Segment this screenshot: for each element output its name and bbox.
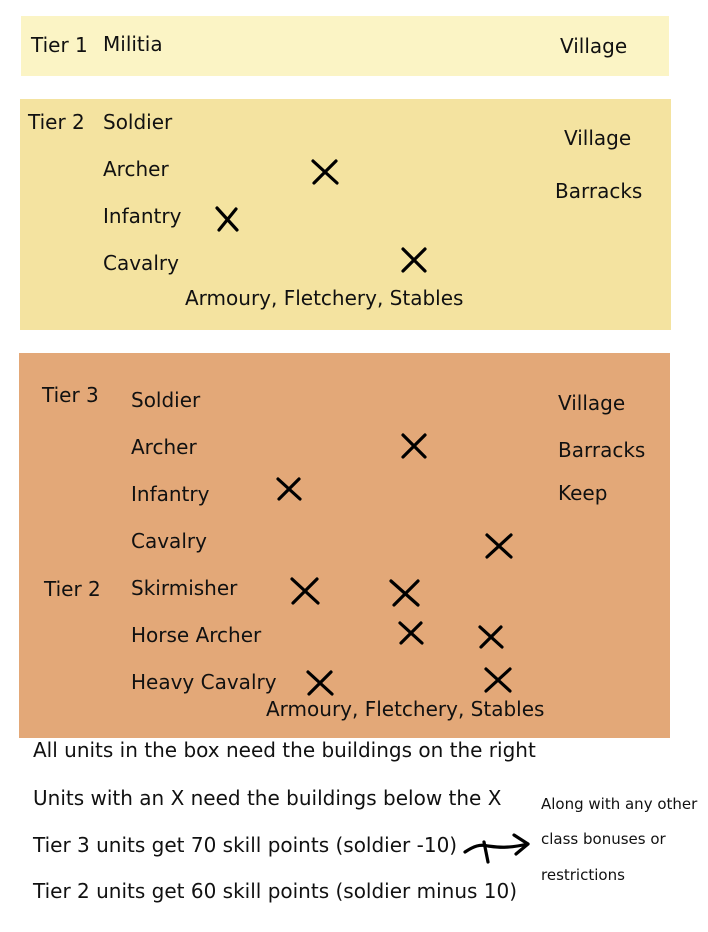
unit-heavy-cavalry: Heavy Cavalry	[131, 670, 277, 694]
unit-horse-archer: Horse Archer	[131, 623, 262, 647]
side-note-line-3: restrictions	[541, 866, 625, 884]
tier3-label: Tier 3	[42, 383, 99, 407]
unit-soldier-t3: Soldier	[131, 388, 201, 412]
x-mark-infantry-t3	[275, 476, 303, 502]
buildings-footer-3: Armoury, Fletchery, Stables	[266, 697, 545, 721]
building-village-2: Village	[564, 126, 632, 150]
buildings-footer-2: Armoury, Fletchery, Stables	[185, 286, 464, 310]
x-mark-horse-archer-a	[397, 620, 425, 646]
tier2-sub-label: Tier 2	[44, 577, 101, 601]
building-village-3: Village	[558, 391, 626, 415]
x-mark-heavy-cavalry-b	[483, 666, 513, 694]
x-mark-cavalry-t2	[400, 246, 428, 274]
building-barracks-2: Barracks	[555, 179, 643, 203]
arrow-right-icon	[462, 832, 534, 868]
unit-cavalry-t3: Cavalry	[131, 529, 207, 553]
x-mark-infantry-t2	[214, 205, 240, 233]
unit-militia: Militia	[103, 32, 163, 56]
tier2-label: Tier 2	[28, 110, 85, 134]
note-tier2-skill-points: Tier 2 units get 60 skill points (soldier minus 10)	[33, 879, 518, 903]
building-village-1: Village	[560, 34, 628, 58]
building-keep-3: Keep	[558, 481, 608, 505]
side-note-line-1: Along with any other	[541, 795, 698, 813]
x-mark-archer-t3	[400, 432, 428, 460]
x-mark-skirmisher-a	[289, 576, 321, 606]
unit-infantry-t3: Infantry	[131, 482, 210, 506]
unit-infantry-t2: Infantry	[103, 204, 182, 228]
note-tier3-skill-points: Tier 3 units get 70 skill points (soldier -10)	[33, 833, 458, 857]
unit-skirmisher: Skirmisher	[131, 576, 238, 600]
x-mark-horse-archer-b	[477, 624, 505, 650]
building-barracks-3: Barracks	[558, 438, 646, 462]
tier1-label: Tier 1	[31, 33, 88, 57]
note-buildings-right: All units in the box need the buildings on the right	[33, 738, 536, 762]
x-mark-archer-t2	[310, 158, 340, 186]
unit-archer-t2: Archer	[103, 157, 169, 181]
side-note-line-2: class bonuses or	[541, 830, 666, 848]
x-mark-cavalry-t3	[484, 532, 514, 560]
unit-cavalry-t2: Cavalry	[103, 251, 179, 275]
x-mark-heavy-cavalry-a	[305, 669, 335, 697]
unit-soldier-t2: Soldier	[103, 110, 173, 134]
note-buildings-below-x: Units with an X need the buildings below the X	[33, 786, 502, 810]
x-mark-skirmisher-b	[388, 578, 422, 608]
unit-archer-t3: Archer	[131, 435, 197, 459]
